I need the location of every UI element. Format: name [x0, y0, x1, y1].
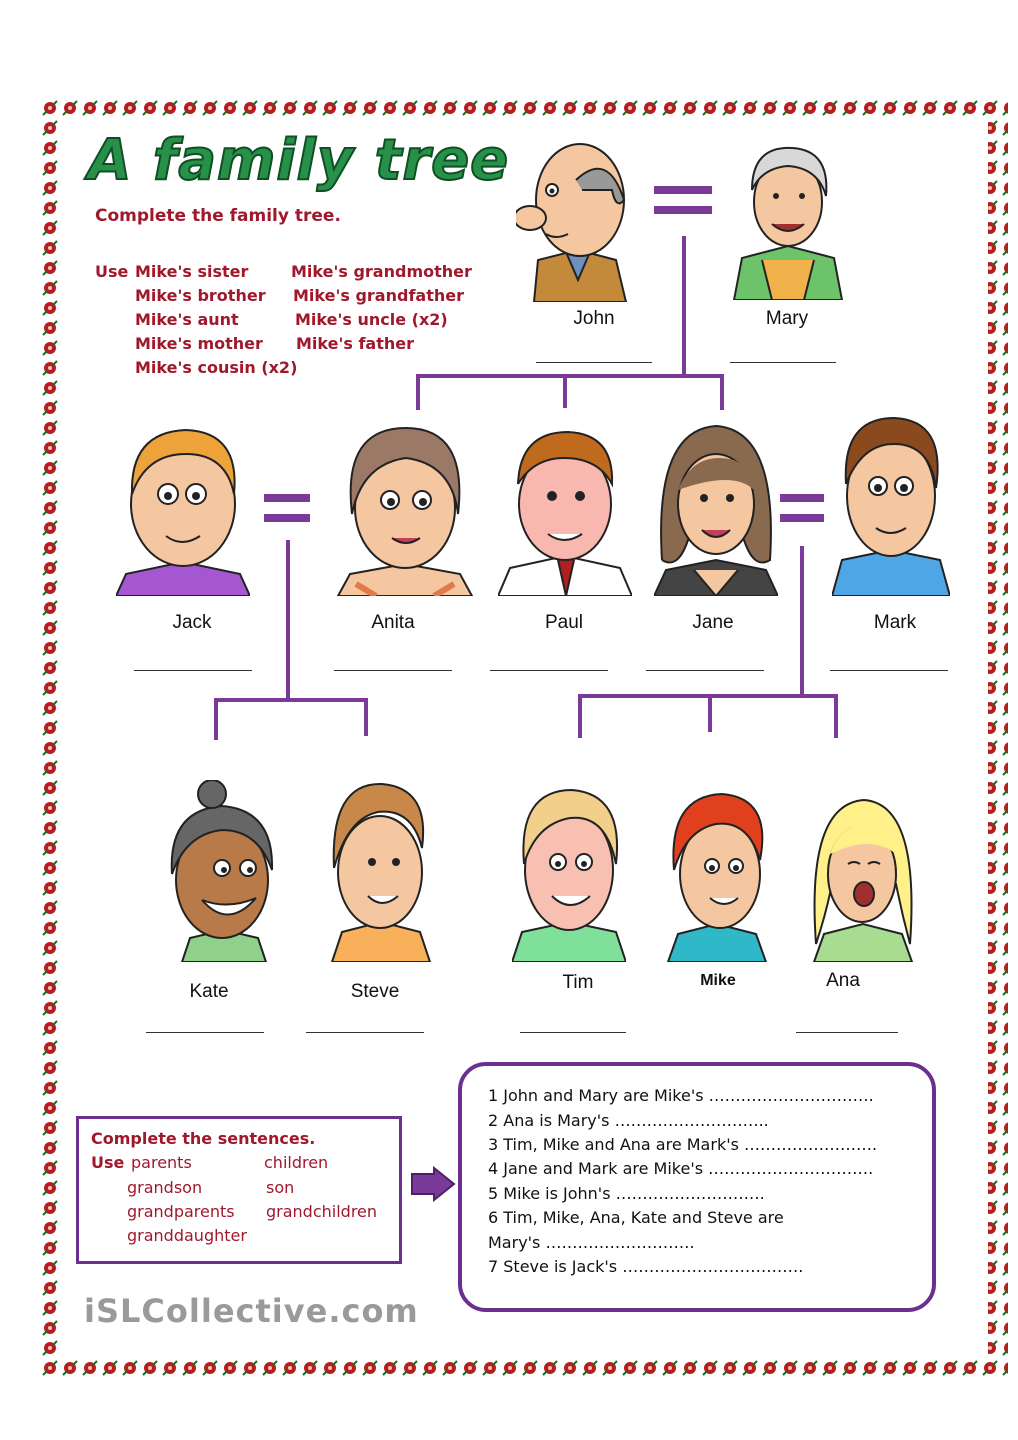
john-portrait: [516, 130, 638, 302]
word-bank-item: children: [264, 1153, 329, 1172]
connector-line: [578, 694, 582, 738]
sentence-item: 5 Mike is John's ……………………….: [488, 1184, 765, 1203]
word-bank-item: Mike's uncle (x2): [295, 310, 448, 329]
word-bank-item: Mike's grandmother: [291, 262, 472, 281]
answer-blank[interactable]: [536, 362, 652, 363]
word-bank-item: Mike's grandfather: [293, 286, 464, 305]
answer-blank[interactable]: [796, 1032, 898, 1033]
sentence-item: 6 Tim, Mike, Ana, Kate and Steve are: [488, 1208, 784, 1227]
word-bank-item: Mike's cousin (x2): [135, 358, 298, 377]
connector-line: [416, 374, 420, 410]
anita-portrait: [336, 424, 474, 596]
connector-line: [563, 374, 567, 408]
sentence-item: 4 Jane and Mark are Mike's ………………………….: [488, 1159, 874, 1178]
person-name-mark: Mark: [873, 612, 917, 633]
sentences-heading: Complete the sentences.: [91, 1129, 316, 1148]
steve-portrait: [322, 778, 440, 962]
arrow-right-icon: [410, 1166, 456, 1202]
connector-line: [286, 540, 290, 702]
use-label: Use: [91, 1153, 125, 1172]
connector-line: [364, 698, 368, 736]
answer-blank[interactable]: [306, 1032, 424, 1033]
person-name-jack: Jack: [172, 612, 212, 633]
marriage-sign: [654, 186, 712, 226]
connector-line: [834, 694, 838, 738]
sentence-word-box: [76, 1116, 402, 1264]
person-name-kate: Kate: [189, 981, 229, 1002]
person-name-paul: Paul: [544, 612, 584, 633]
instruction: Complete the family tree.: [95, 206, 341, 226]
marriage-sign: [264, 494, 310, 534]
sentence-item: 2 Ana is Mary's ………………………..: [488, 1111, 769, 1130]
connector-line: [416, 374, 724, 378]
person-name-john: John: [573, 308, 615, 329]
answer-blank[interactable]: [146, 1032, 264, 1033]
connector-line: [720, 374, 724, 410]
marriage-sign: [780, 494, 824, 534]
sentence-item: 7 Steve is Jack's …………………………….: [488, 1257, 804, 1276]
answer-blank[interactable]: [830, 670, 948, 671]
person-name-mary: Mary: [765, 308, 809, 329]
person-name-steve: Steve: [350, 981, 400, 1002]
answer-blank[interactable]: [334, 670, 452, 671]
mark-portrait: [832, 414, 950, 596]
word-bank-item: Mike's sister: [135, 262, 249, 281]
word-bank-item: Mike's aunt: [135, 310, 239, 329]
site-logo: iSLCollective.com: [84, 1292, 419, 1330]
word-bank-item: grandparents: [127, 1202, 235, 1221]
answer-blank[interactable]: [134, 670, 252, 671]
person-name-jane: Jane: [692, 612, 734, 633]
page-title: A family tree: [88, 128, 510, 193]
answer-blank[interactable]: [730, 362, 836, 363]
connector-line: [800, 546, 804, 698]
word-bank-item: granddaughter: [127, 1226, 247, 1245]
sentence-item: 1 John and Mary are Mike's ………………………….: [488, 1086, 874, 1105]
answer-blank[interactable]: [490, 670, 608, 671]
answer-blank[interactable]: [646, 670, 764, 671]
use-label: Use: [95, 262, 129, 281]
word-bank-item: grandchildren: [266, 1202, 378, 1221]
connector-line: [708, 694, 712, 732]
person-name-mike: Mike: [700, 972, 736, 989]
word-bank-item: parents: [131, 1153, 192, 1172]
jack-portrait: [116, 424, 250, 596]
word-bank-item: Mike's mother: [135, 334, 263, 353]
person-name-anita: Anita: [371, 612, 415, 633]
connector-line: [214, 698, 218, 740]
connector-line: [214, 698, 368, 702]
tim-portrait: [512, 784, 626, 962]
word-bank-item: Mike's father: [296, 334, 414, 353]
ana-portrait: [812, 794, 914, 962]
sentence-item: Mary's ……………………….: [488, 1233, 695, 1252]
person-name-ana: Ana: [826, 970, 860, 991]
jane-portrait: [654, 420, 778, 596]
paul-portrait: [498, 428, 632, 596]
sentence-item: 3 Tim, Mike and Ana are Mark's …………………….: [488, 1135, 878, 1154]
kate-portrait: [162, 780, 280, 962]
mike-portrait: [664, 790, 770, 962]
connector-line: [682, 236, 686, 376]
mary-portrait: [732, 140, 844, 300]
word-bank-item: Mike's brother: [135, 286, 266, 305]
person-name-tim: Tim: [562, 972, 594, 993]
answer-blank[interactable]: [520, 1032, 626, 1033]
word-bank-item: son: [266, 1178, 295, 1197]
word-bank-item: grandson: [127, 1178, 203, 1197]
